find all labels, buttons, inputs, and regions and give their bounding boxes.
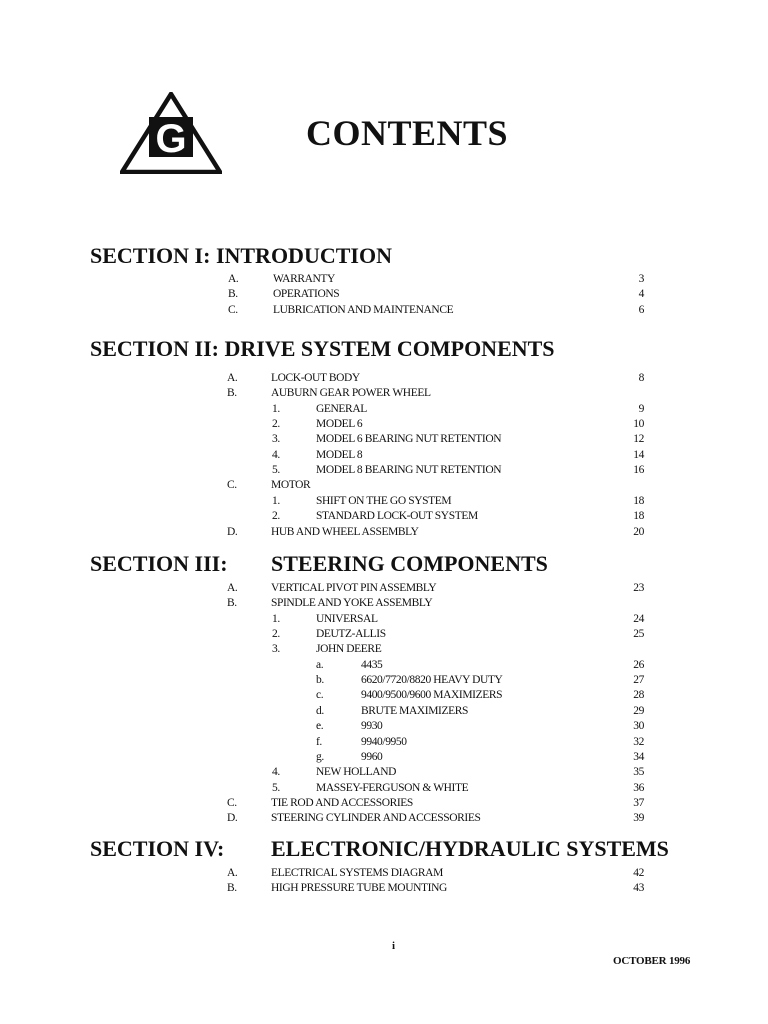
toc-entry-title: 9400/9500/9600 MAXIMIZERS xyxy=(361,689,503,702)
toc-entry xyxy=(0,494,768,509)
toc-entry-marker: C. xyxy=(227,796,237,809)
toc-entry-title: AUBURN GEAR POWER WHEEL xyxy=(271,387,431,400)
toc-entry-title: 4435 xyxy=(361,658,383,671)
toc-entry-marker: B. xyxy=(227,597,237,610)
section-heading-1: SECTION I: INTRODUCTION xyxy=(90,243,392,268)
toc-entry-title: MODEL 6 xyxy=(316,418,363,431)
toc-entry-marker: b. xyxy=(316,674,324,687)
toc-entry xyxy=(0,581,768,596)
toc-entry xyxy=(0,478,768,493)
toc-entry-page: 37 xyxy=(633,796,644,809)
toc-entry xyxy=(0,704,768,719)
toc-entry-page: 12 xyxy=(633,433,644,446)
toc-entry-marker: 5. xyxy=(272,781,280,794)
toc-entry-title: ELECTRICAL SYSTEMS DIAGRAM xyxy=(271,867,443,879)
section-heading-4: SECTION IV: ELECTRONIC/HYDRAULIC SYSTEMS xyxy=(90,836,669,861)
toc-entry-marker: A. xyxy=(227,582,238,594)
toc-entry xyxy=(0,432,768,447)
toc-entry-page: 35 xyxy=(633,766,644,779)
toc-entry xyxy=(0,811,768,826)
toc-entry-title: WARRANTY xyxy=(273,273,335,285)
toc-entry-title: MASSEY-FERGUSON & WHITE xyxy=(316,781,469,794)
toc-entry-page: 29 xyxy=(633,704,644,717)
toc-entry-page: 39 xyxy=(633,812,644,825)
toc-entry-marker: 4. xyxy=(272,448,280,461)
toc-entry-marker: d. xyxy=(316,704,324,717)
toc-entry-marker: B. xyxy=(227,387,237,400)
toc-entry xyxy=(0,735,768,750)
toc-entry-page: 6 xyxy=(638,303,644,316)
toc-entry-marker: g. xyxy=(316,750,324,763)
toc-entry-marker: B. xyxy=(228,288,238,301)
toc-entry-page: 28 xyxy=(633,689,644,702)
toc-entry-marker: 2. xyxy=(272,628,280,641)
page-title: CONTENTS xyxy=(306,113,509,153)
toc-entry-page: 43 xyxy=(633,882,644,895)
toc-entry-marker: 1. xyxy=(272,494,280,507)
toc-entry-marker: 1. xyxy=(272,612,280,625)
toc-entry xyxy=(0,750,768,765)
toc-entry-marker: f. xyxy=(316,735,322,748)
toc-entry xyxy=(0,417,768,432)
toc-entry-marker: A. xyxy=(228,273,239,285)
toc-entry xyxy=(0,719,768,734)
toc-entry xyxy=(0,463,768,478)
toc-entry-page: 36 xyxy=(633,781,644,794)
toc-entry-title: DEUTZ-ALLIS xyxy=(316,628,386,641)
toc-entry-title: STANDARD LOCK-OUT SYSTEM xyxy=(316,510,478,523)
toc-entry-title: 9960 xyxy=(361,750,383,763)
toc-entry-page: 26 xyxy=(633,658,644,671)
toc-entry xyxy=(0,509,768,524)
toc-entry-marker: A. xyxy=(227,372,238,384)
toc-entry-title: HIGH PRESSURE TUBE MOUNTING xyxy=(271,882,447,895)
toc-entry xyxy=(0,781,768,796)
toc-entry xyxy=(0,525,768,540)
toc-entry-title: STEERING CYLINDER AND ACCESSORIES xyxy=(271,812,481,825)
section-heading-2: SECTION II: DRIVE SYSTEM COMPONENTS xyxy=(90,336,555,361)
toc-entry xyxy=(0,272,768,287)
toc-entry-page: 32 xyxy=(633,735,644,748)
toc-entry-page: 14 xyxy=(633,448,644,461)
toc-entry-marker: a. xyxy=(316,658,324,671)
toc-entry-marker: C. xyxy=(228,303,238,316)
toc-entry xyxy=(0,448,768,463)
toc-entry xyxy=(0,765,768,780)
toc-entry-page: 34 xyxy=(633,750,644,763)
toc-entry-page: 16 xyxy=(633,464,644,477)
page-number: i xyxy=(392,940,396,952)
toc-entry-marker: D. xyxy=(227,812,238,825)
toc-entry-title: MODEL 8 BEARING NUT RETENTION xyxy=(316,464,502,477)
toc-entry-marker: 3. xyxy=(272,433,280,446)
toc-entry-page: 24 xyxy=(633,612,644,625)
toc-entry-marker: e. xyxy=(316,720,324,733)
toc-entry-page: 9 xyxy=(638,402,644,415)
toc-entry-marker: c. xyxy=(316,689,324,702)
toc-entry xyxy=(0,866,768,881)
toc-entry-page: 4 xyxy=(638,288,644,301)
section-heading-3: SECTION III: STEERING COMPONENTS xyxy=(90,551,548,576)
toc-entry-title: 9930 xyxy=(361,720,383,733)
toc-entry-marker: 1. xyxy=(272,402,280,415)
toc-entry xyxy=(0,402,768,417)
toc-entry-title: JOHN DEERE xyxy=(316,643,382,656)
toc-entry xyxy=(0,642,768,657)
toc-entry-title: LOCK-OUT BODY xyxy=(271,372,360,384)
toc-entry-marker: 4. xyxy=(272,766,280,779)
toc-entry-title: MODEL 8 xyxy=(316,448,363,461)
toc-entry-page: 23 xyxy=(633,582,644,594)
svg-text:G: G xyxy=(155,117,187,161)
toc-entry xyxy=(0,796,768,811)
toc-entry-page: 18 xyxy=(633,510,644,523)
toc-entry-title: SPINDLE AND YOKE ASSEMBLY xyxy=(271,597,433,610)
toc-entry xyxy=(0,881,768,896)
toc-entry-page: 25 xyxy=(633,628,644,641)
toc-entry-title: TIE ROD AND ACCESSORIES xyxy=(271,796,413,809)
toc-entry-marker: C. xyxy=(227,479,237,492)
toc-entry-page: 27 xyxy=(633,674,644,687)
toc-entry-marker: D. xyxy=(227,525,238,538)
company-logo xyxy=(120,92,222,174)
toc-entry-page: 42 xyxy=(633,867,644,879)
toc-entry-title: 9940/9950 xyxy=(361,735,407,748)
toc-entry-title: BRUTE MAXIMIZERS xyxy=(361,704,469,717)
toc-entry xyxy=(0,371,768,386)
toc-entry-title: VERTICAL PIVOT PIN ASSEMBLY xyxy=(271,582,437,594)
toc-entry-page: 18 xyxy=(633,494,644,507)
toc-entry-page: 8 xyxy=(638,372,644,384)
toc-entry xyxy=(0,627,768,642)
toc-entry-marker: 2. xyxy=(272,510,280,523)
toc-entry xyxy=(0,673,768,688)
toc-entry-title: MODEL 6 BEARING NUT RETENTION xyxy=(316,433,502,446)
toc-entry-title: MOTOR xyxy=(271,479,311,492)
toc-entry-marker: B. xyxy=(227,882,237,895)
toc-entry xyxy=(0,658,768,673)
toc-entry xyxy=(0,612,768,627)
revision-date: OCTOBER 1996 xyxy=(613,955,691,967)
toc-entry-title: SHIFT ON THE GO SYSTEM xyxy=(316,494,452,507)
toc-entry-title: 6620/7720/8820 HEAVY DUTY xyxy=(361,674,503,687)
toc-entry-title: LUBRICATION AND MAINTENANCE xyxy=(273,303,454,316)
toc-entry xyxy=(0,287,768,302)
toc-entry-page: 30 xyxy=(633,720,644,733)
toc-entry xyxy=(0,386,768,401)
toc-entry-title: GENERAL xyxy=(316,402,367,415)
toc-entry xyxy=(0,596,768,611)
toc-entry-marker: 5. xyxy=(272,464,280,477)
toc-entry-page: 10 xyxy=(633,418,644,431)
toc-entry-marker: A. xyxy=(227,867,238,879)
toc-entry-page: 3 xyxy=(638,273,644,285)
toc-entry-marker: 2. xyxy=(272,418,280,431)
toc-entry-page: 20 xyxy=(633,525,644,538)
toc-entry-title: HUB AND WHEEL ASSEMBLY xyxy=(271,525,419,538)
toc-entry-title: NEW HOLLAND xyxy=(316,766,397,779)
toc-entry-marker: 3. xyxy=(272,643,280,656)
toc-entry xyxy=(0,303,768,318)
toc-entry xyxy=(0,688,768,703)
toc-entry-title: OPERATIONS xyxy=(273,288,340,301)
toc-entry-title: UNIVERSAL xyxy=(316,612,378,625)
